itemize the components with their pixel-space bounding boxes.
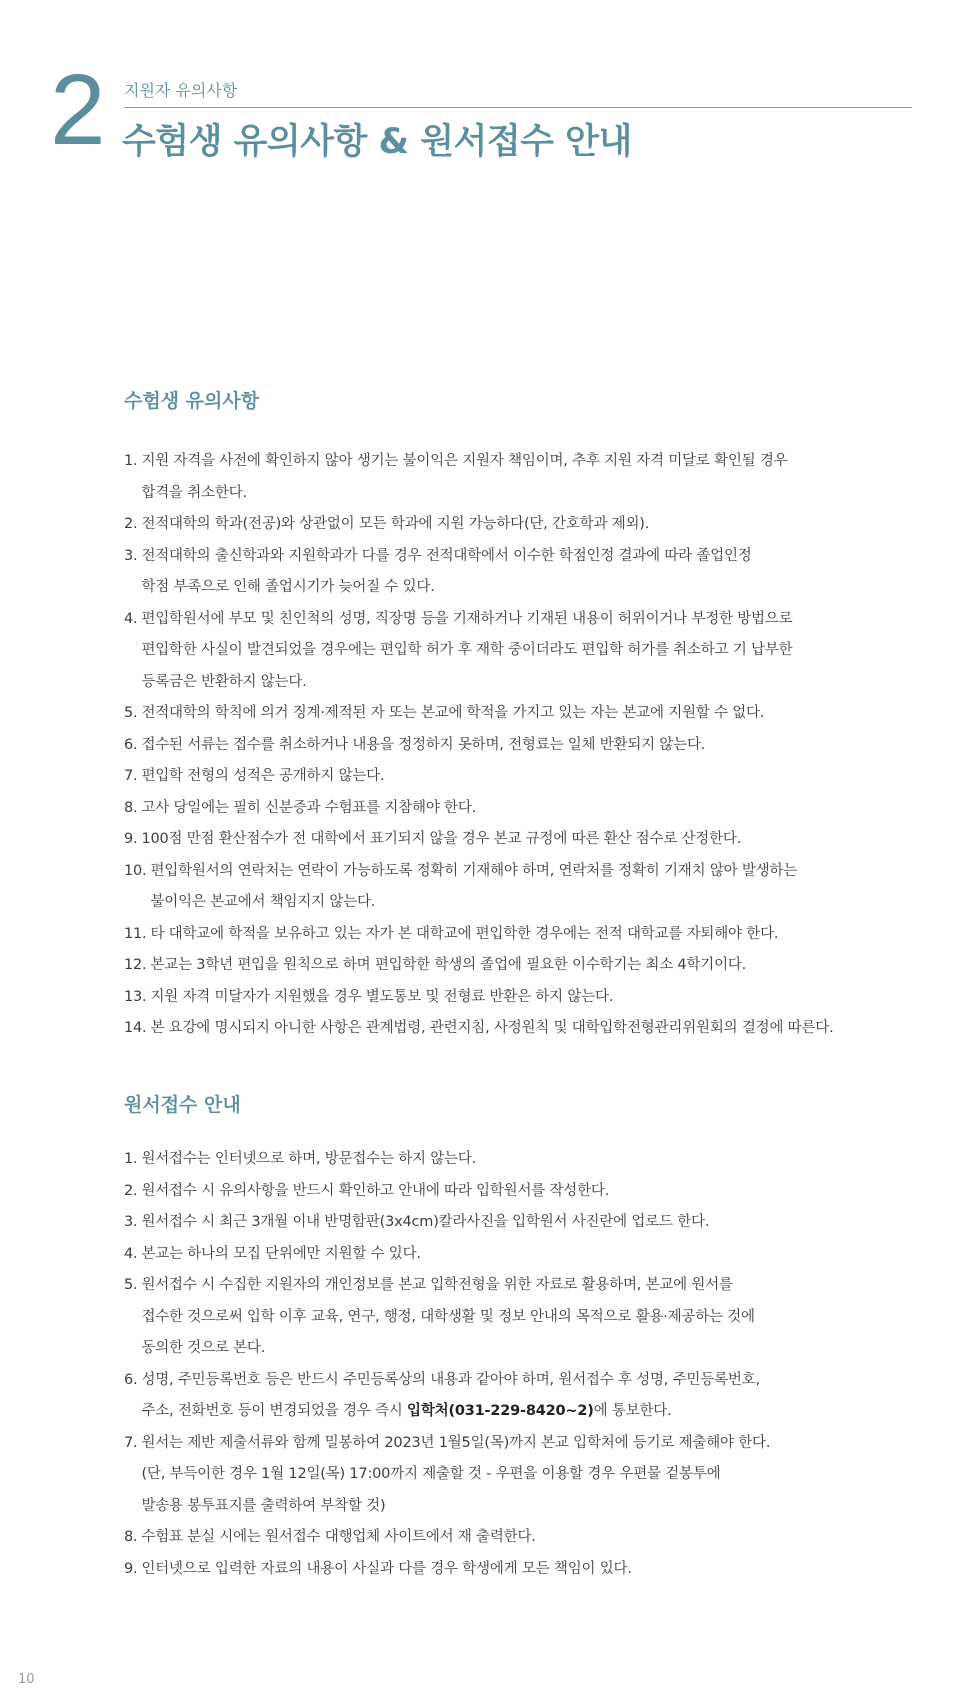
item-line: 편입학원서의 연락처는 연락이 가능하도록 정확히 기재해야 하며, 연락처를 정확히 기재치 않아 발생하는	[150, 862, 798, 879]
item-line: 전적대학의 학과(전공)와 상관없이 모든 학과에 지원 가능하다(단, 간호학과 제외).	[141, 516, 650, 532]
page-number: 10	[18, 1672, 35, 1687]
list-item	[124, 730, 924, 762]
item-text	[141, 446, 924, 509]
applicant-notes-section	[124, 386, 924, 1045]
list-item	[124, 824, 924, 856]
item-text	[150, 982, 924, 1014]
item-number: 9.	[124, 1560, 138, 1577]
item-text	[141, 541, 924, 604]
item-number: 12.	[124, 957, 147, 973]
list-item	[124, 1522, 924, 1554]
list-item	[124, 793, 924, 825]
apply-list	[124, 1144, 924, 1585]
item-line: 편입학한 사실이 발견되었을 경우에는 편입학 허가 후 재학 중이더라도 편입학 허가를 취소하고 기 납부한	[141, 642, 793, 658]
item-text	[150, 919, 924, 951]
item-number: 5.	[124, 1277, 138, 1293]
list-item	[124, 1013, 924, 1045]
item-number: 4.	[124, 1245, 138, 1262]
chapter-subtitle: 지원자 유의사항	[124, 81, 238, 100]
item-number: 1.	[124, 453, 138, 469]
item-line: 원서는 제반 제출서류와 함께 밀봉하여 2023년 1월5일(목)까지 본교 입학처에 등기로 제출해야 한다.	[141, 1434, 771, 1451]
list-item	[124, 541, 924, 604]
item-text	[141, 1176, 924, 1208]
item-line: 본교는 하나의 모집 단위에만 지원할 수 있다.	[141, 1245, 421, 1262]
item-text	[141, 730, 924, 762]
item-line: 동의한 것으로 본다.	[141, 1340, 266, 1356]
item-text	[141, 1144, 924, 1176]
item-line: 타 대학교에 학적을 보유하고 있는 자가 본 대학교에 편입학한 경우에는 전적 대학교를 자퇴해야 한다.	[150, 925, 779, 942]
item-line: 전적대학의 학칙에 의거 징계·제적된 자 또는 본교에 학적을 가지고 있는 자는 본교에 지원할 수 없다.	[141, 705, 765, 721]
item-line: 편입학 전형의 성적은 공개하지 않는다.	[141, 768, 385, 784]
list-item	[124, 446, 924, 509]
item-line: 수험표 분실 시에는 원서접수 대행업체 사이트에서 재 출력한다.	[141, 1529, 536, 1545]
item-line: 지원 자격을 사전에 확인하지 않아 생기는 불이익은 지원자 책임이며, 추후 지원 자격 미달로 확인될 경우	[141, 453, 788, 469]
item-line-text: 에 통보한다.	[593, 1403, 672, 1419]
item-text	[141, 698, 924, 730]
list-item	[124, 856, 924, 919]
item-line	[141, 1396, 924, 1428]
item-line: 원서접수 시 수집한 지원자의 개인정보를 본교 입학전형을 위한 자료로 활용하며, 본교에 원서를	[141, 1277, 733, 1293]
item-line: 접수한 것으로써 입학 이후 교육, 연구, 행정, 대학생활 및 정보 안내의 목적으로 활용·제공하는 것에	[141, 1308, 755, 1325]
list-item	[124, 509, 924, 541]
item-text	[141, 1239, 924, 1271]
item-number: 7.	[124, 1434, 138, 1451]
list-item	[124, 1144, 924, 1176]
item-line-text: 주소, 전화번호 등이 변경되었을 경우 즉시	[141, 1403, 408, 1419]
item-line: 편입학원서에 부모 및 친인척의 성명, 직장명 등을 기재하거나 기재된 내용이 허위이거나 부정한 방법으로	[141, 610, 793, 627]
list-item	[124, 1428, 924, 1523]
item-number: 4.	[124, 610, 138, 627]
item-text	[141, 793, 924, 825]
item-line: 본 요강에 명시되지 아니한 사항은 관계법령, 관련지침, 사정원칙 및 대학입학전형관리위원회의 결정에 따른다.	[150, 1020, 834, 1036]
list-item	[124, 698, 924, 730]
item-line: 학점 부족으로 인해 졸업시기가 늦어질 수 있다.	[141, 579, 435, 595]
chapter-divider	[124, 107, 912, 108]
item-line: 성명, 주민등록번호 등은 반드시 주민등록상의 내용과 같아야 하며, 원서접수 후 성명, 주민등록번호,	[141, 1371, 760, 1388]
item-text	[141, 1270, 924, 1365]
item-line: 100점 만점 환산점수가 전 대학에서 표기되지 않을 경우 본교 규정에 따른 환산 점수로 산정한다.	[141, 831, 742, 847]
list-item	[124, 761, 924, 793]
item-line: 인터넷으로 입력한 자료의 내용이 사실과 다를 경우 학생에게 모든 책임이 있다.	[141, 1560, 632, 1577]
item-line: 원서접수 시 유의사항을 반드시 확인하고 안내에 따라 입학원서를 작성한다.	[141, 1182, 610, 1199]
list-item	[124, 1365, 924, 1428]
item-number: 8.	[124, 1529, 138, 1545]
list-item	[124, 919, 924, 951]
item-line: 접수된 서류는 접수를 취소하거나 내용을 정정하지 못하며, 전형료는 일체 반환되지 않는다.	[141, 736, 706, 753]
item-number: 10.	[124, 862, 147, 879]
item-line: (단, 부득이한 경우 1월 12일(목) 17:00까지 제출할 것 - 우편을 이용할 경우 우편물 겉봉투에	[141, 1466, 721, 1482]
item-line: 원서접수는 인터넷으로 하며, 방문접수는 하지 않는다.	[141, 1151, 477, 1167]
item-number: 11.	[124, 925, 147, 942]
item-number: 6.	[124, 1371, 138, 1388]
item-text	[150, 856, 924, 919]
item-number: 9.	[124, 831, 138, 847]
item-number: 3.	[124, 1214, 138, 1230]
section-heading-notes: 수험생 유의사항	[124, 390, 260, 412]
item-text	[141, 1428, 924, 1523]
item-line: 지원 자격 미달자가 지원했을 경우 별도통보 및 전형료 반환은 하지 않는다.	[150, 988, 614, 1005]
item-line: 합격을 취소한다.	[141, 484, 247, 501]
item-number: 14.	[124, 1020, 147, 1036]
list-item	[124, 1554, 924, 1586]
list-item	[124, 1239, 924, 1271]
item-line: 불이익은 본교에서 책임지지 않는다.	[150, 894, 376, 910]
item-number: 2.	[124, 516, 138, 532]
list-item	[124, 1270, 924, 1365]
item-number: 7.	[124, 768, 138, 784]
list-item	[124, 982, 924, 1014]
item-line: 전적대학의 출신학과와 지원학과가 다를 경우 전적대학에서 이수한 학점인정 결과에 따라 졸업인정	[141, 547, 752, 564]
item-number: 8.	[124, 799, 138, 816]
item-text	[141, 509, 924, 541]
item-line: 발송용 봉투표지를 출력하여 부착할 것)	[141, 1497, 386, 1514]
admissions-office-phone: 입학처(031-229-8420~2)	[407, 1403, 594, 1419]
list-item	[124, 1176, 924, 1208]
application-guide-section	[124, 1090, 924, 1585]
item-text	[141, 604, 924, 699]
item-text	[141, 1522, 924, 1554]
item-number: 1.	[124, 1151, 138, 1167]
item-text	[141, 1365, 924, 1428]
item-line: 등록금은 반환하지 않는다.	[141, 673, 307, 690]
item-text	[141, 1554, 924, 1586]
list-item	[124, 1207, 924, 1239]
item-text	[150, 1013, 924, 1045]
item-number: 6.	[124, 736, 138, 753]
item-text	[141, 761, 924, 793]
item-number: 5.	[124, 705, 138, 721]
item-line: 원서접수 시 최근 3개월 이내 반명함판(3x4cm)칼라사진을 입학원서 사진란에 업로드 한다.	[141, 1214, 710, 1230]
item-line: 고사 당일에는 필히 신분증과 수험표를 지참해야 한다.	[141, 799, 477, 816]
item-text	[141, 1207, 924, 1239]
list-item	[124, 604, 924, 699]
item-number: 3.	[124, 547, 138, 564]
item-number: 13.	[124, 988, 147, 1005]
item-text	[150, 950, 924, 982]
page-title: 수험생 유의사항 & 원서접수 안내	[122, 122, 632, 162]
item-line: 본교는 3학년 편입을 원칙으로 하며 편입학한 학생의 졸업에 필요한 이수학기는 최소 4학기이다.	[150, 957, 747, 973]
chapter-number: 2	[50, 54, 106, 166]
section-heading-apply: 원서접수 안내	[124, 1094, 241, 1116]
item-number: 2.	[124, 1182, 138, 1199]
item-text	[141, 824, 924, 856]
list-item	[124, 950, 924, 982]
notes-list	[124, 446, 924, 1045]
